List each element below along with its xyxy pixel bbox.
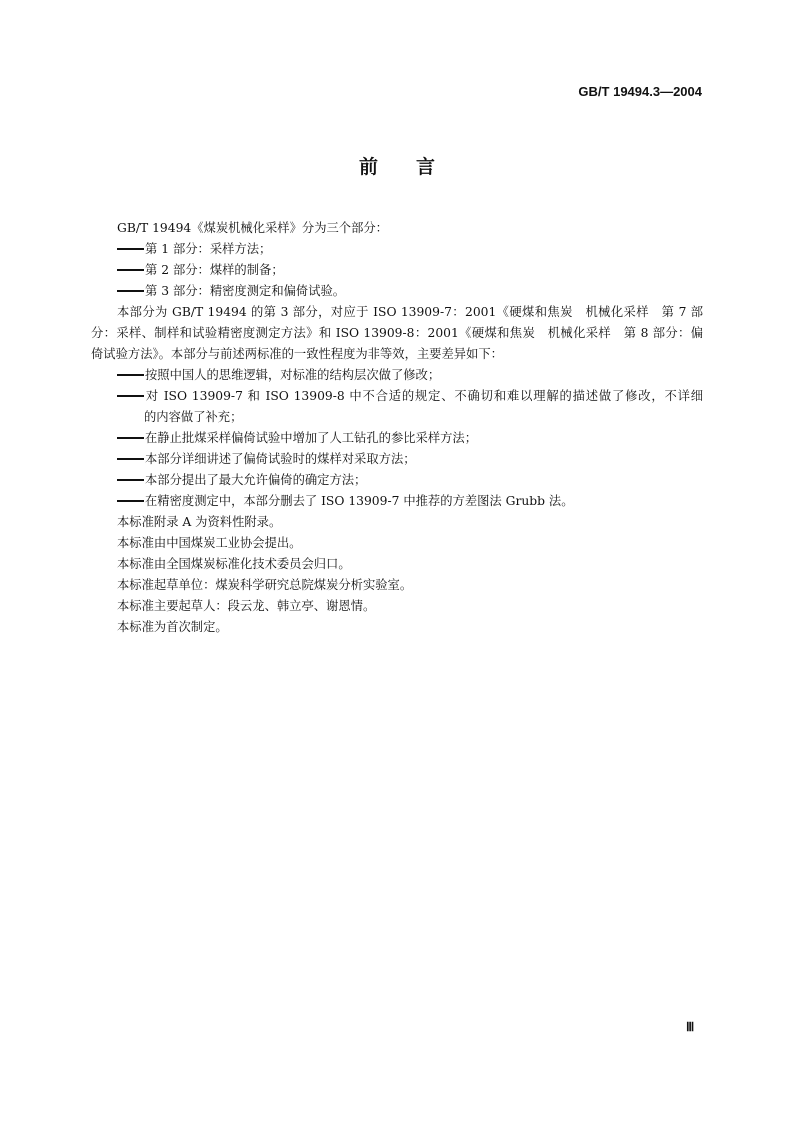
dash-marker bbox=[117, 395, 144, 397]
difference-text: 在静止批煤采样偏倚试验中增加了人工钻孔的参比采样方法； bbox=[145, 431, 478, 445]
difference-item bbox=[91, 365, 703, 386]
dash-marker bbox=[117, 374, 144, 376]
dash-marker bbox=[117, 500, 144, 502]
foreword-body bbox=[91, 218, 703, 638]
difference-continuation: 的内容做了补充； bbox=[144, 410, 243, 424]
closing-paragraph: 本标准由中国煤炭工业协会提出。 bbox=[117, 536, 302, 550]
part-item bbox=[91, 260, 703, 281]
dash-marker bbox=[117, 290, 144, 292]
dash-marker bbox=[117, 458, 144, 460]
difference-text: 本部分提出了最大允许偏倚的确定方法； bbox=[145, 473, 367, 487]
intro-paragraph: GB/T 19494《煤炭机械化采样》分为三个部分： bbox=[117, 221, 388, 235]
correspondence-line: 本部分为 GB/T 19494 的第 3 部分，对应于 ISO 13909-7：2001《硬煤和焦炭 机械化采样 第 7 部 bbox=[117, 305, 703, 319]
difference-text: 在精密度测定中，本部分删去了 ISO 13909-7 中推荐的方差图法 Grubb 法。 bbox=[145, 494, 574, 508]
page-number: Ⅲ bbox=[686, 1020, 695, 1034]
difference-item bbox=[91, 470, 703, 491]
standard-number: GB/T 19494.3—2004 bbox=[578, 84, 702, 99]
part-text: 第 2 部分：煤样的制备； bbox=[145, 263, 284, 277]
difference-item bbox=[91, 449, 703, 470]
dash-marker bbox=[117, 437, 144, 439]
closing-paragraph: 本标准主要起草人：段云龙、韩立亭、谢恩情。 bbox=[117, 599, 376, 613]
part-text: 第 1 部分：采样方法； bbox=[145, 242, 272, 256]
dash-marker bbox=[117, 269, 144, 271]
part-text: 第 3 部分：精密度测定和偏倚试验。 bbox=[145, 284, 346, 298]
difference-item bbox=[91, 386, 703, 407]
correspondence-line: 分：采样、制样和试验精密度测定方法》和 ISO 13909-8：2001《硬煤和焦炭 机械化采样 第 8 部分：偏 bbox=[91, 326, 703, 340]
dash-marker bbox=[117, 479, 144, 481]
difference-text: 按照中国人的思维逻辑，对标准的结构层次做了修改； bbox=[145, 368, 441, 382]
difference-text: 对 ISO 13909-7 和 ISO 13909-8 中不合适的规定、不确切和难以理解的描述做了修改，不详细 bbox=[145, 389, 703, 403]
closing-paragraph: 本标准附录 A 为资料性附录。 bbox=[117, 515, 282, 529]
correspondence-line: 倚试验方法》。本部分与前述两标准的一致性程度为非等效，主要差异如下： bbox=[91, 347, 503, 361]
dash-marker bbox=[117, 248, 144, 250]
difference-text: 本部分详细讲述了偏倚试验时的煤样对采取方法； bbox=[145, 452, 416, 466]
page-title: 前言 bbox=[358, 156, 473, 178]
part-item bbox=[91, 239, 703, 260]
closing-paragraph: 本标准由全国煤炭标准化技术委员会归口。 bbox=[117, 557, 351, 571]
difference-item bbox=[91, 428, 703, 449]
closing-paragraph: 本标准起草单位：煤炭科学研究总院煤炭分析实验室。 bbox=[117, 578, 413, 592]
closing-paragraph: 本标准为首次制定。 bbox=[117, 620, 228, 634]
part-item bbox=[91, 281, 703, 302]
difference-item bbox=[91, 491, 703, 512]
